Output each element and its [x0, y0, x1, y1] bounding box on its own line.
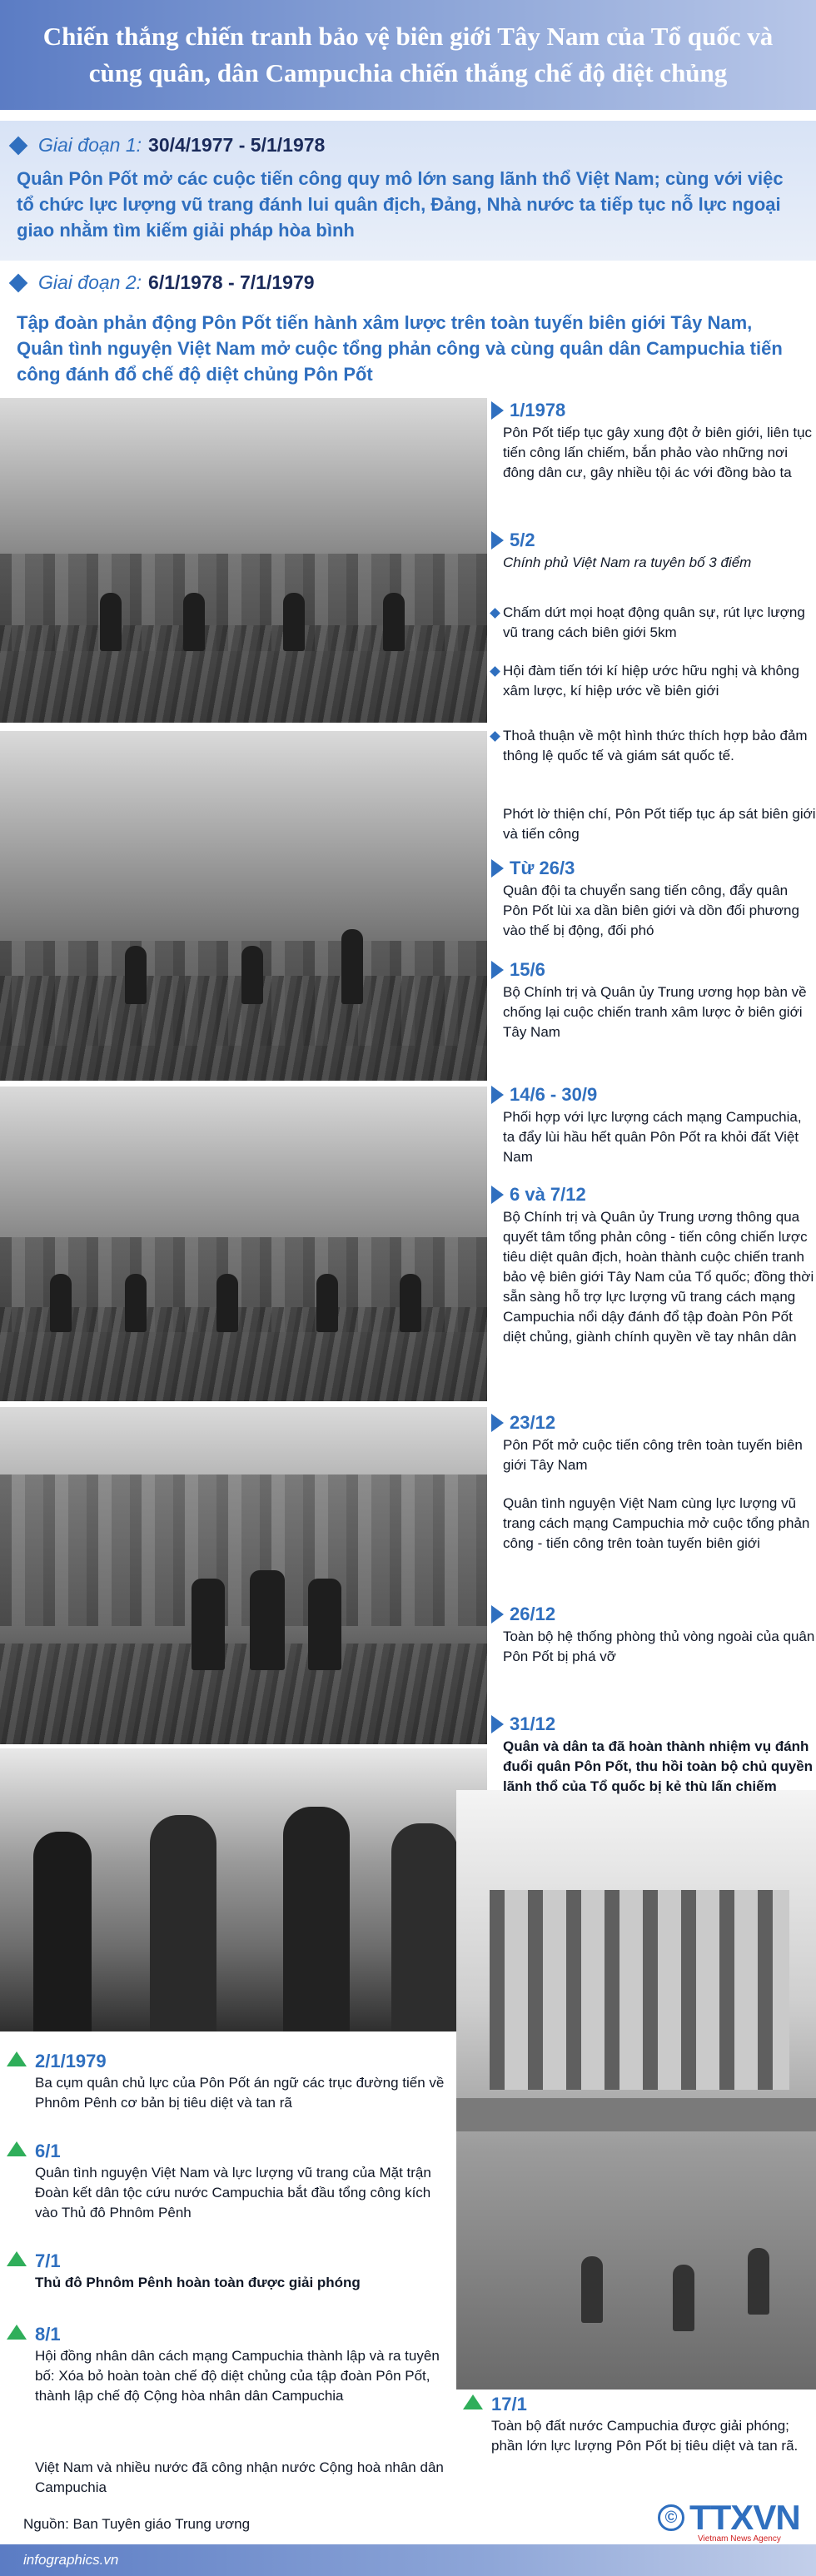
- timeline-date: 1/1978: [510, 400, 566, 420]
- green-triangle-marker-icon: [7, 2251, 27, 2266]
- timeline-text: Bộ Chính trị và Quân ủy Trung ương họp bàn về chống lại cuộc chiến tranh xâm lược ở biên giới Tây Nam: [503, 984, 807, 1040]
- timeline-text: Thủ đô Phnôm Pênh hoàn toàn được giải phóng: [35, 2275, 361, 2290]
- timeline-text: Pôn Pốt mở cuộc tiến công trên toàn tuyến biên giới Tây Nam: [503, 1437, 803, 1473]
- phase-1-label: Giai đoạn 1:: [38, 134, 142, 156]
- timeline-text-block: [7, 2458, 456, 2498]
- timeline-text: Hội đồng nhân dân cách mạng Campuchia thành lập và ra tuyên bố: Xóa bỏ hoàn toàn chế độ diệt chủng của tập đoàn Pôn Pốt, thành lập chế độ Cộng hòa nhân dân Campuchia: [35, 2348, 440, 2404]
- photo-royal-palace: [456, 1790, 816, 2390]
- diamond-bullet-icon: [490, 608, 500, 619]
- timeline-date: 7/1: [35, 2250, 61, 2271]
- diamond-icon: [9, 273, 28, 292]
- photo-greeting-crowd: [0, 1748, 487, 2031]
- timeline-text: Hội đàm tiến tới kí hiệp ước hữu nghị và không xâm lược, kí hiệp ước về biên giới: [503, 663, 799, 699]
- phase-1-heading: [12, 134, 325, 157]
- title-banner: [0, 0, 816, 110]
- triangle-marker-icon: [491, 1414, 504, 1432]
- timeline-date: 31/12: [510, 1713, 556, 1734]
- triangle-marker-icon: [491, 1605, 504, 1624]
- timeline-item: [491, 1082, 816, 1167]
- triangle-marker-icon: [491, 401, 504, 420]
- diamond-bullet-icon: [490, 731, 500, 742]
- ttxvn-logo: [658, 2498, 800, 2544]
- timeline-text: Quân tình nguyện Việt Nam cùng lực lượng vũ trang cách mạng Campuchia mở cuộc tổng phản công - tiến công trên toàn tuyến biên giới: [503, 1495, 810, 1551]
- phase-1-panel: [0, 121, 816, 261]
- timeline-text: Quân tình nguyện Việt Nam và lực lượng vũ trang của Mặt trận Đoàn kết dân tộc cứu nước Campuchia bắt đầu tổng công kích vào Thủ đô Phnôm Pênh: [35, 2165, 431, 2220]
- timeline-item: [491, 528, 816, 573]
- green-triangle-marker-icon: [463, 2394, 483, 2409]
- timeline-text: Phối hợp với lực lượng cách mạng Campuchia, ta đẩy lùi hầu hết quân Pôn Pốt ra khỏi đất Việt Nam: [503, 1109, 802, 1165]
- green-triangle-marker-icon: [7, 2325, 27, 2340]
- copyright-icon: ©: [658, 2504, 684, 2531]
- timeline-date: 8/1: [35, 2324, 61, 2345]
- timeline-date: Từ 26/3: [510, 858, 575, 878]
- photo-tanks-advancing: [0, 398, 487, 723]
- logo-subtitle: Vietnam News Agency: [698, 2534, 781, 2544]
- timeline-date: 2/1/1979: [35, 2051, 107, 2071]
- timeline-item: [491, 957, 816, 1042]
- timeline-item: [491, 1410, 816, 1475]
- timeline-date: 6/1: [35, 2141, 61, 2161]
- timeline-date: 6 và 7/12: [510, 1184, 586, 1205]
- timeline-text: Bộ Chính trị và Quân ủy Trung ương thông qua quyết tâm tổng phản công - tiến công chiến lược tiêu diệt quân địch, hoàn thành cuộc chiến tranh bảo vệ biên giới Tây Nam của Tổ quốc; đồng thời sẵn sàng hỗ trợ lực lượng vũ trang cách mạng Campuchia nổi dậy đánh đổ tập đoàn Pôn Pốt diệt chủng, giành chính quyền về tay nhân dân: [503, 1209, 814, 1345]
- timeline-text: Phớt lờ thiện chí, Pôn Pốt tiếp tục áp sát biên giới và tiến công: [503, 806, 816, 842]
- timeline-item: [7, 2323, 456, 2406]
- timeline-text: Thoả thuận về một hình thức thích hợp bảo đảm thông lệ quốc tế và giám sát quốc tế.: [503, 728, 808, 763]
- timeline-bullet: [491, 726, 816, 766]
- page-title: Chiến thắng chiến tranh bảo vệ biên giới Tây Nam của Tổ quốc và cùng quân, dân Campuchia chiến thắng chế độ diệt chủng: [42, 22, 774, 87]
- timeline-text: Việt Nam và nhiều nước đã công nhận nước Cộng hoà nhân dân Campuchia: [35, 2459, 444, 2495]
- source-note: Nguồn: Ban Tuyên giáo Trung ương: [23, 2516, 251, 2532]
- photo-soldiers-charging: [0, 731, 487, 1081]
- timeline-item: [7, 2050, 456, 2113]
- timeline-item: [491, 398, 816, 483]
- timeline-item: [491, 1602, 816, 1667]
- timeline-item: [491, 1182, 816, 1347]
- timeline-text-block: [491, 804, 816, 844]
- timeline-text: Ba cụm quân chủ lực của Pôn Pốt án ngữ các trục đường tiến về Phnôm Pênh cơ bản bị tiêu diệt và tan rã: [35, 2075, 445, 2111]
- timeline-text: Toàn bộ hệ thống phòng thủ vòng ngoài của quân Pôn Pốt bị phá vỡ: [503, 1629, 815, 1664]
- triangle-marker-icon: [491, 1186, 504, 1204]
- triangle-marker-icon: [491, 531, 504, 550]
- triangle-marker-icon: [491, 1715, 504, 1733]
- photo-troops-on-road: [0, 1087, 487, 1401]
- logo-name: TTXVN: [689, 2498, 800, 2537]
- timeline-item-final: [463, 2393, 813, 2456]
- timeline-text-block: [491, 1494, 816, 1554]
- triangle-marker-icon: [491, 859, 504, 878]
- timeline-date: 5/2: [510, 530, 535, 550]
- photo-angkor-soldiers: [0, 1407, 487, 1744]
- timeline-item: [491, 856, 816, 941]
- diamond-bullet-icon: [490, 666, 500, 677]
- green-triangle-marker-icon: [7, 2051, 27, 2066]
- timeline-text: Quân và dân ta đã hoàn thành nhiệm vụ đánh đuổi quân Pôn Pốt, thu hồi toàn bộ chủ quyền lãnh thổ của Tổ quốc bị kẻ thù lấn chiếm: [503, 1738, 814, 1794]
- timeline-item: [7, 2140, 456, 2223]
- triangle-marker-icon: [491, 961, 504, 979]
- timeline-date: 14/6 - 30/9: [510, 1084, 598, 1105]
- diamond-icon: [9, 136, 28, 155]
- timeline-bullet: [491, 603, 816, 643]
- timeline-text: Toàn bộ đất nước Campuchia được giải phóng;: [491, 2418, 789, 2434]
- triangle-marker-icon: [491, 1086, 504, 1104]
- phase-2-heading: [12, 271, 315, 294]
- timeline-date: 17/1: [491, 2394, 527, 2414]
- timeline-date: 23/12: [510, 1412, 556, 1433]
- phase-2-label: Giai đoạn 2:: [38, 271, 142, 293]
- timeline-date: 26/12: [510, 1604, 556, 1624]
- timeline-text: Chấm dứt mọi hoạt động quân sự, rút lực lượng vũ trang cách biên giới 5km: [503, 604, 805, 640]
- timeline-item: [491, 1712, 816, 1797]
- phase-2-description: Tập đoàn phản động Pôn Pốt tiến hành xâm lược trên toàn tuyến biên giới Tây Nam, Quân tình nguyện Việt Nam mở cuộc tổng phản công và cùng quân dân Campuchia tiến công đánh đổ chế độ diệt chủng Pôn Pốt: [17, 312, 783, 385]
- timeline-text: Pôn Pốt tiếp tục gây xung đột ở biên giới, liên tục tiến công lấn chiếm, bắn phảo vào những nơi đông dân cư, gây nhiều tội ác với đồng bào ta: [503, 425, 813, 480]
- timeline-bullet: [491, 661, 816, 701]
- phase-1-description: Quân Pôn Pốt mở các cuộc tiến công quy mô lớn sang lãnh thổ Việt Nam; cùng với việc tổ chức lực lượng vũ trang đánh lui quân địch, Đảng, Nhà nước ta tiếp tục nỗ lực ngoại giao nhằm tìm kiếm giải pháp hòa bình: [17, 168, 784, 241]
- timeline-text: Quân đội ta chuyển sang tiến công, đẩy quân Pôn Pốt lùi xa dần biên giới và dồn đối phương vào thế bị động, đối phó: [503, 883, 799, 938]
- site-link[interactable]: infographics.vn: [23, 2552, 119, 2568]
- phase-2-dates: 6/1/1978 - 7/1/1979: [148, 271, 315, 293]
- phase-1-dates: 30/4/1977 - 5/1/1978: [148, 134, 326, 156]
- timeline-intro: Chính phủ Việt Nam ra tuyên bố 3 điểm: [503, 554, 752, 570]
- timeline-text: phần lớn lực lượng Pôn Pốt bị tiêu diệt và tan rã.: [491, 2438, 799, 2454]
- timeline-date: 15/6: [510, 959, 545, 980]
- green-triangle-marker-icon: [7, 2141, 27, 2156]
- footer-bar: [0, 2544, 816, 2576]
- timeline-item: [7, 2250, 456, 2293]
